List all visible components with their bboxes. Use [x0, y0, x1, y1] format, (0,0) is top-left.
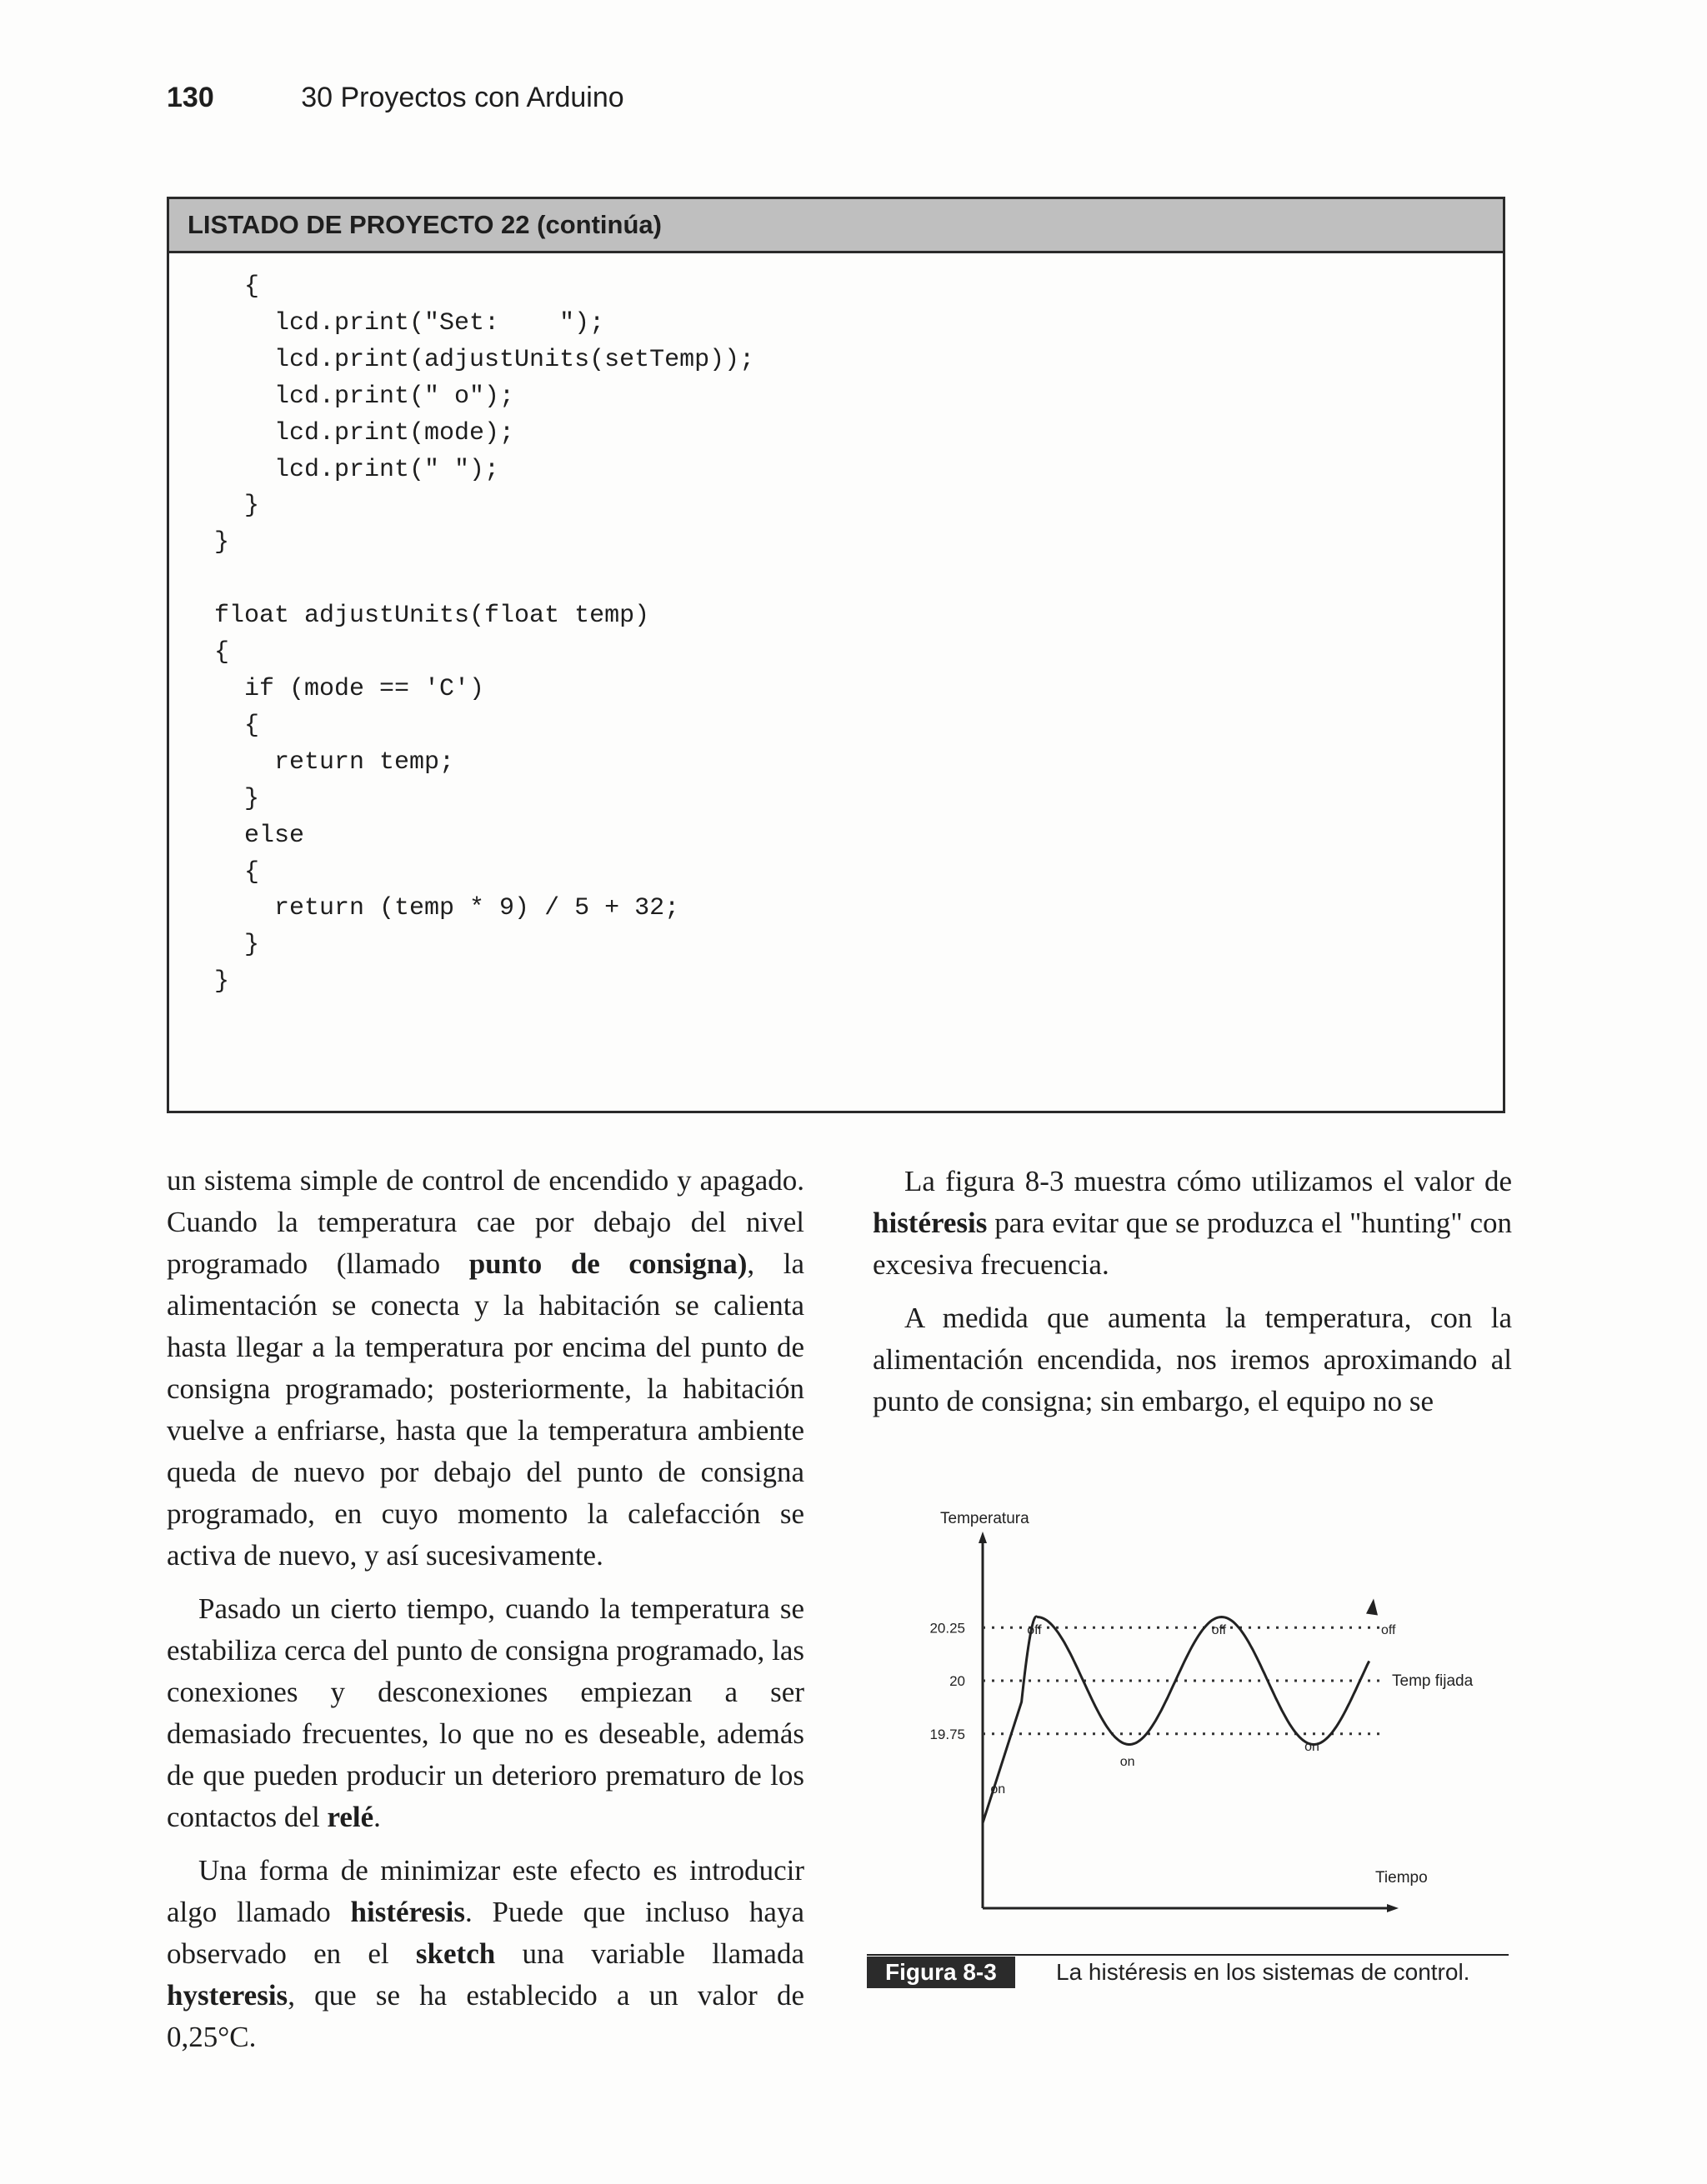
- y-tick-label: 20: [949, 1673, 965, 1689]
- code-block: { lcd.print("Set: "); lcd.print(adjustUnits(setTemp)); lcd.print(" o"); lcd.print(mode); lcd.print(" "); } } float adjustUnits(float temp) { if (mode == 'C') { return temp; } else { return (temp * 9) / 5 + 32; } }: [214, 272, 755, 997]
- y-tick-label: 20.25: [929, 1620, 965, 1637]
- paragraph: un sistema simple de control de encendido y apagado. Cuando la temperatura cae por debajo del nivel programado (llamado punto de consigna), la alimentación se conecta y la habitación se calienta hasta llegar a la temperatura por encima del punto de consigna programado; posteriormente, la habitación vuelve a enfriarse, hasta que la temperatura ambiente queda de nuevo por debajo del punto de consigna programado, en cuyo momento la calefacción se activa de nuevo, y así sucesivamente.: [167, 1164, 804, 1572]
- curve-arrowhead: [1366, 1599, 1378, 1616]
- state-annotation: on: [990, 1782, 1006, 1797]
- paragraph: Una forma de minimizar este efecto es introducir algo llamado histéresis. Puede que incluso haya observado en el sketch una variable llamada hysteresis, que se ha establecido a un valor de 0,25°C.: [167, 1854, 804, 2053]
- paragraph: Pasado un cierto tiempo, cuando la temperatura se estabiliza cerca del punto de consigna programado, las conexiones y desconexiones empiezan a ser demasiado frecuentes, lo que no es deseable, además de que pueden producir un deterioro prematuro de los contactos del relé.: [167, 1592, 804, 1833]
- temperature-curve: [983, 1617, 1369, 1823]
- code-listing: [167, 197, 1505, 1113]
- page-number: 130: [167, 82, 214, 113]
- figure-caption: La histéresis en los sistemas de control.: [1056, 1959, 1470, 1985]
- hysteresis-chart: [867, 1500, 1517, 1950]
- x-axis-label: Tiempo: [1375, 1869, 1428, 1887]
- y-axis-arrow: [979, 1532, 987, 1543]
- listing-title: LISTADO DE PROYECTO 22 (continúa): [169, 199, 1503, 253]
- state-annotation: off: [1381, 1622, 1396, 1637]
- state-annotation: on: [1304, 1740, 1319, 1755]
- y-tick-label: 19.75: [929, 1726, 965, 1742]
- left-column: [167, 1160, 804, 2070]
- state-annotation: off: [1211, 1622, 1227, 1637]
- x-axis-arrow: [1387, 1904, 1399, 1912]
- hysteresis-figure: [867, 1500, 1517, 2000]
- page-header: [167, 82, 624, 114]
- state-annotation: on: [1119, 1755, 1135, 1769]
- running-title: 30 Proyectos con Arduino: [301, 82, 624, 113]
- right-column: [873, 1161, 1512, 1434]
- state-annotation: off: [1027, 1622, 1042, 1637]
- reference-line-label: Temp fijada: [1392, 1672, 1474, 1690]
- caption-rule: [867, 1954, 1509, 1956]
- y-axis-label: Temperatura: [940, 1510, 1029, 1527]
- paragraph: A medida que aumenta la temperatura, con la alimentación encendida, nos iremos aproximando al punto de consigna; sin embargo, el equipo no se: [873, 1302, 1512, 1417]
- paragraph: La figura 8-3 muestra cómo utilizamos el valor de histéresis para evitar que se produzca el "hunting" con excesiva frecuencia.: [873, 1165, 1512, 1281]
- figure-label: Figura 8-3: [867, 1957, 1015, 1988]
